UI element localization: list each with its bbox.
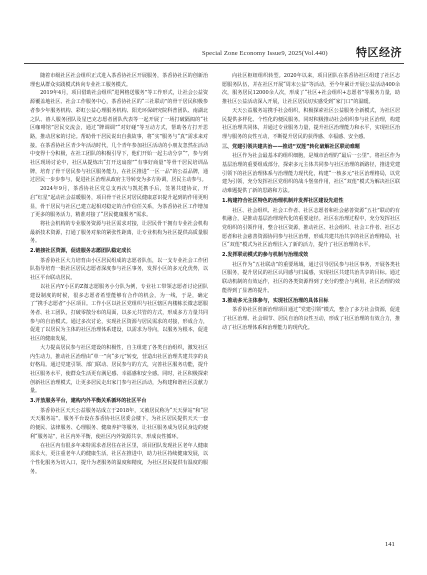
body-paragraph: 以社区内Y小区的Z微志愿服务小分队为例，专业社工带领志愿者讨论团队建设制度的时候，很多志愿者希望能够有合作的机会，为一线，于是，确定了“携手志愿者”小区项目。工作小区以社区党组织与社区辖区内楼栋长微志愿服务者、社工团队，打破零散分布的局面，以多元共管的方式，形成多方力量共同参与的自治模式。通过多次讨论，实现社区资源与居民需求的对接，形成合力，促进了以居民为主体的社区治理体系建设，以需求为导向，以服务为根本，促进社区的健康发展。 [30, 283, 208, 343]
section-heading: 三、党建引领共建共治——推进“双莲”转化破解社区联动难题 [222, 143, 360, 150]
page-header [24, 44, 404, 62]
page-number: 141 [385, 541, 395, 548]
body-paragraph: 向社区枢纽组织转型。2020年以来，项目团队在茶香协社区组建了社区志愿服务队伍，并在社区开展“周末公益”等活动，至今年累计开展公益活动400余次，服务居民12000余人次，形成了“社区+社会组织+志愿者”等服务力量，助推社区公益活动深入开展，让社区居民切实感受到“家门口”的温暖。 [222, 73, 400, 106]
body-paragraph: 2019年4月，项目借助社会组织“进网格送服务”等工作形式，让社会公益资源覆盖地社区、社会工作服务中心，茶香协社区的“三社联动”的骨干居民积极参者参少年服务机构、彩虹公益心理服务机构、阳光环保研究院科普团队、南湖北之队、禧人服务团队及星巴克志愿者团队代表等一起开展了一场打破隔阂的“社区咖啡馆”居民交流会，通过“牌调调”“对好碰”等互动方式，帮助各方打开思路，推动居家的讨论。帮助骨干居民说出自我故事，将“实”服务与“真”需求来对接。在茶香协社区青少年活动时代，几个青年参加社区活动的小朋友忽然在活动中变得十分积极，在社工团队的积极引导下，他们开始一起主动分享“”，参与到社区现场讨论中，社区从提炼出“打开这扇窗”“有事好商量”等骨干居民培训品牌，培育了骨干居民参与社区服务能力，在社区推进“一区一品”的公益品牌，通过居民一步步参与，促进社区治理从政府主导转变为多方协调，居民主动参与。 [30, 90, 208, 184]
body-paragraph: 2024年9月，茶香协社区党总支再次与凯托携手后，签署共建协议，开启“红星”起动社会益暖服务，项目骨干社区对居民健康意识提升起到的作用更明显，骨干居民与社区已建立起相对稳定的合作信任关系，为茶香协社区工作增加了更多的服务活力，精准对接了“居民健康服务”需求。 [30, 186, 208, 219]
body-paragraph: 社区作为社会最基本的组织细胞，是城市治理的“最后一公里”。将社区作为基层治理的重要组成部分，探索多元主体共同参与社区治理的新路径，推进党建引领下的社区治理体系与治理能力现代化，构建“一核多元”社区治理格局，以党建为引领，充分发挥社区党组织的战斗堡垒作用，社区“双莲”模式为解决社区联动难题提供了新的思路和方法。 [222, 153, 400, 195]
section-heading: 3.推动多元主体参与，实现社区治理的具体目标 [222, 297, 329, 304]
body-paragraph: 茶香协社区天天公益服务站成立于2018年，又被居民称为“天天驿站”和“居天天服务站”。服务平台设在茶香协社区居委会楼下，为社区居民提供天天一套的便民、法律服务、心理服务、健康养护等服务，让社区服务成为居民身边的便利“服务站”，社区内外平衡，使社区内外资源共享，形成良性循环。 [30, 407, 208, 440]
journal-logo: 特区经济 [356, 46, 402, 59]
body-paragraph: 在社区内有很多年来特需求者居住在社区里，项目团队发现社区老年人健康需求大，更注重老年人的健康生活，社区在推进中，助力社区持续健康发展，以个性化服务为切入口，提升为老服务的温度和精度，为社区居民提供有温度的服务。 [30, 442, 208, 475]
body-paragraph: 社区作为“五社联动”的重要场域，通过引导居民参与社区事务，开展各类社区服务，提升居民的社区认同感与归属感，实现社区共建共治共享的目标。通过联动机制的有效运作，社区的各类资源得到了充分的整合与利用，社区治理的效能得到了显著的提升。 [222, 261, 400, 294]
right-column [222, 72, 400, 332]
section-heading: 2.发挥联动模式的参与机制与治理成效 [222, 252, 309, 259]
body-paragraph: 天天公益服务站携手社会组织，积极探索社区公益服务全新模式，为社区居民提供多样化、个性化的便民服务。同时积极推动社会组织参与社区治理，构建社区治理共同体，并通过专业服务力量，提升社区治理能力和水平，实现社区治理与服务的良性互动，不断提升居民的获得感、幸福感、安全感。 [222, 107, 400, 140]
body-paragraph: 将社会机构的专业服务资源与社区需求对接，让居民骨干拥有专业社会机构最新技术资源，打通了服务对象的紧张性距离，让专业机构为社区提供高质量服务。 [30, 220, 208, 245]
section-heading: 3.开放服务平台，建构内外平衡关系循环的社区平台 [30, 398, 147, 405]
body-paragraph: 社区、社会组织、社会工作者、社区志愿者和社会慈善资源“五社”联动的有机融合，是推动基层治理现代化的重要途径。社区在治理过程中，充分发挥社区党组织的引领作用，整合社区资源，推动社区、社会组织、社会工作者、社区志愿者和社会慈善资源协同参与社区治理，形成共建共治共享的社区治理格局，社区“双莲”模式为社区治理注入了新的活力，提升了社区治理的水平。 [222, 207, 400, 249]
header-divider [24, 63, 404, 64]
body-paragraph: 随着市级社区社会组织正式进入茶香协社区开展服务，茶香协社区的创新治理也从群众实践模式转向专业社工服务模式。 [30, 73, 208, 88]
body-paragraph: 茶香协社区创新治理项目通过“党建引领”模式，整合了多方社会资源，促进了社区治理、社会调节、居民自治的良性互动，形成了社区治理的有效合力，推动了社区治理体系和治理能力的现代化。 [222, 307, 400, 331]
body-paragraph: 大力提高居民参与社区建设的积极性，自主组建了各类自治组织，激发社区内生动力，推动社区治理由“单一”向“多元”转变，营造出社区治理共建共享的良好格局。通过党建引领、部门联动、居民参与的方式，完善社区服务功能，提升社区服务水平，使群众生活更有满足感、幸福感和安全感。同时，社区积极探索创新社区治理模式，让更多居民走出家门参与社区活动，为构建和谐社区贡献力量。 [30, 344, 208, 395]
body-paragraph: 茶香协社区大力培育由小区居民组成的志愿者队伍，以一支专业社会工作团队指导培育一批社区居民志愿者深度参与社区事务，发挥小区的多元化优势，以社区平台联动居民。 [30, 257, 208, 282]
section-heading: 2.链接社区资源，促进服务志愿团队稳定成长 [30, 248, 132, 255]
section-heading: 1.构建符合社区特色的治理机制并发挥社区建设先进性 [222, 197, 344, 204]
journal-info: Special Zone Economy Issue9, 2025(Vol.440) [202, 50, 328, 57]
left-column [30, 72, 208, 476]
